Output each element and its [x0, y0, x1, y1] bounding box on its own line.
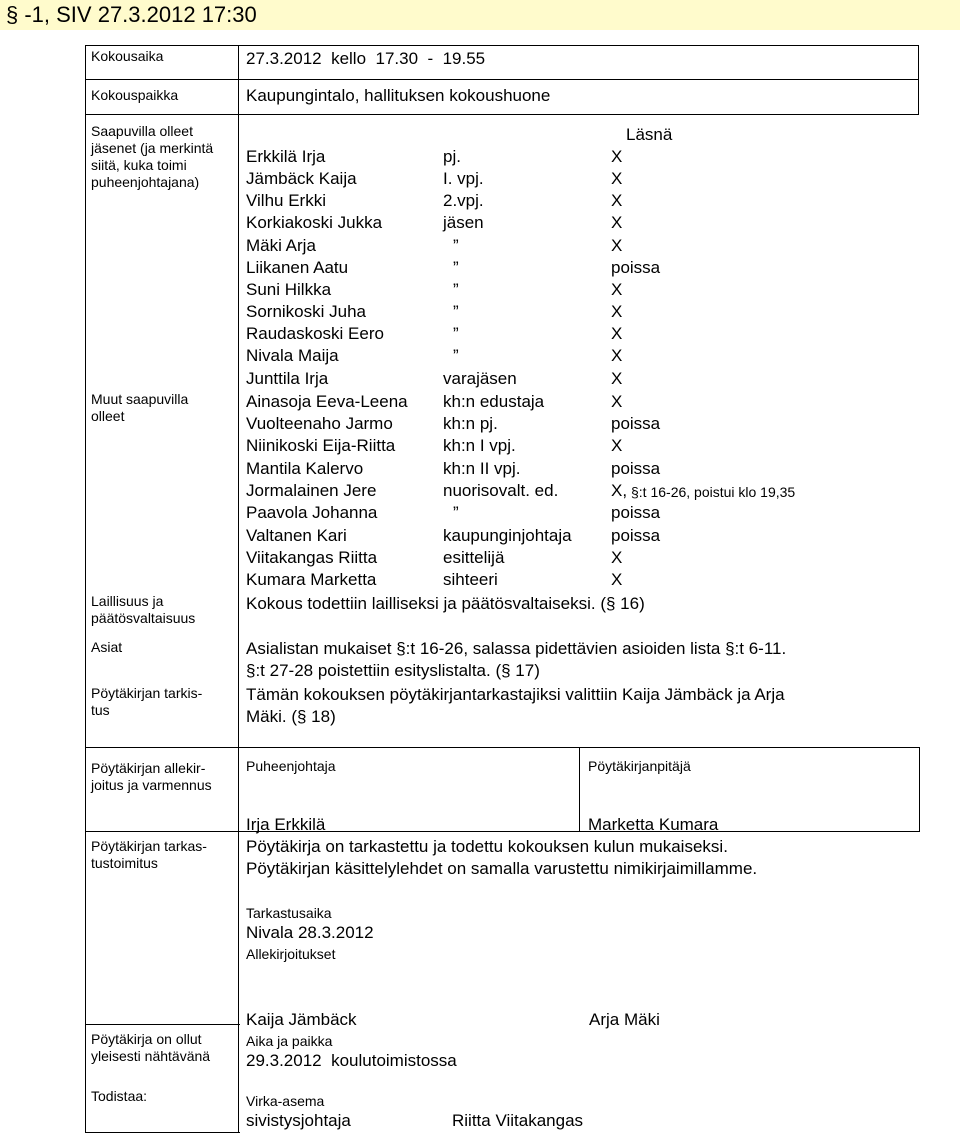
meeting-time: 27.3.2012 kello 17.30 - 19.55	[246, 49, 486, 68]
member-name: Vilhu Erkki	[246, 191, 326, 210]
virka-asema-value: sivistysjohtaja	[246, 1111, 351, 1130]
other-status: X	[611, 548, 623, 567]
member-role: ”	[453, 236, 459, 255]
other-note: §:t 16-26, poistui klo 19,35	[631, 484, 796, 500]
other-status: X	[611, 392, 623, 411]
member-role: pj.	[443, 147, 461, 166]
member-name: Jämbäck Kaija	[246, 169, 357, 188]
member-status: poissa	[611, 258, 661, 277]
tarkastus-line-2: Pöytäkirjan käsittelylehdet on samalla varustettu nimikirjaimillamme.	[246, 859, 758, 878]
row-divider	[85, 79, 919, 80]
other-status: X	[611, 436, 623, 455]
label-saapuvilla: Saapuvilla olleet jäsenet (ja merkintä siitä, kuka toimi puheenjohtajana)	[91, 123, 214, 190]
tarkastusaika-value: Nivala 28.3.2012	[246, 923, 374, 942]
member-status: X	[611, 191, 623, 210]
member-status: X	[611, 236, 623, 255]
member-status: X	[611, 302, 623, 321]
member-name: Erkkilä Irja	[246, 147, 326, 166]
member-role: I. vpj.	[443, 169, 484, 188]
member-name: Mäki Arja	[246, 236, 316, 255]
member-name: Suni Hilkka	[246, 280, 332, 299]
frame-left-border	[85, 45, 86, 1132]
other-role: nuorisovalt. ed.	[443, 481, 559, 500]
label-nahtavana: Pöytäkirja on ollut yleisesti nähtävänä	[91, 1031, 211, 1064]
secretary-name: Marketta Kumara	[588, 815, 719, 834]
member-role: 2.vpj.	[443, 191, 484, 210]
member-status: X	[611, 147, 623, 166]
secretary-label: Pöytäkirjanpitäjä	[588, 758, 691, 774]
tarkastaja-signature-1: Kaija Jämbäck	[246, 1010, 357, 1029]
chair-label: Puheenjohtaja	[246, 758, 336, 774]
label-tarkistus: Pöytäkirjan tarkis-tus	[91, 685, 203, 718]
other-status: poissa	[611, 503, 661, 522]
member-role: ”	[453, 280, 459, 299]
other-name: Jormalainen Jere	[246, 481, 377, 500]
other-role: kh:n I vpj.	[443, 436, 516, 455]
member-status: X	[611, 169, 623, 188]
other-role: kh:n pj.	[443, 414, 498, 433]
other-role: ”	[453, 503, 459, 522]
label-allekirjoitus: Pöytäkirjan allekir-joitus ja varmennus	[91, 760, 212, 793]
asiat-text-2: §:t 27-28 poistettiin esityslistalta. (§ 17)	[246, 661, 540, 680]
member-status: X	[611, 346, 623, 365]
other-role: sihteeri	[443, 570, 498, 589]
other-status: X	[611, 570, 623, 589]
member-role: varajäsen	[443, 369, 517, 388]
other-name: Valtanen Kari	[246, 526, 347, 545]
frame-right-border	[918, 45, 919, 115]
other-role: esittelijä	[443, 548, 505, 567]
row-divider	[85, 1024, 240, 1025]
row-divider	[85, 114, 919, 115]
member-role: ”	[453, 324, 459, 343]
other-name: Mantila Kalervo	[246, 459, 364, 478]
column-divider	[238, 45, 239, 1132]
page-title: § -1, SIV 27.3.2012 17:30	[6, 2, 257, 27]
tarkastus-line-1: Pöytäkirja on tarkastettu ja todettu kokouksen kulun mukaiseksi.	[246, 837, 728, 856]
other-role: kaupunginjohtaja	[443, 526, 572, 545]
other-name: Niinikoski Eija-Riitta	[246, 436, 396, 455]
member-name: Korkiakoski Jukka	[246, 213, 383, 232]
member-status: X	[611, 213, 623, 232]
member-role: ”	[453, 302, 459, 321]
page-header	[0, 0, 960, 30]
label-asiat: Asiat	[91, 639, 123, 655]
other-role: kh:n edustaja	[443, 392, 545, 411]
member-name: Junttila Irja	[246, 369, 329, 388]
label-todistaa: Todistaa:	[91, 1088, 148, 1104]
other-role: kh:n II vpj.	[443, 459, 521, 478]
other-name: Paavola Johanna	[246, 503, 378, 522]
other-name: Vuolteenaho Jarmo	[246, 414, 393, 433]
virka-asema-label: Virka-asema	[246, 1093, 325, 1109]
todistaja-name: Riitta Viitakangas	[452, 1111, 584, 1130]
signature-box-divider	[579, 747, 580, 832]
label-kokousaika: Kokousaika	[91, 48, 164, 64]
meeting-place: Kaupungintalo, hallituksen kokoushuone	[246, 86, 551, 105]
other-status: poissa	[611, 459, 661, 478]
row-divider	[85, 831, 240, 832]
member-status: X	[611, 324, 623, 343]
aika-paikka-label: Aika ja paikka	[246, 1033, 333, 1049]
other-name: Ainasoja Eeva-Leena	[246, 392, 408, 411]
allekirjoitukset-label: Allekirjoitukset	[246, 946, 336, 962]
member-status: X	[611, 369, 623, 388]
other-name: Viitakangas Riitta	[246, 548, 378, 567]
chair-name: Irja Erkkilä	[246, 815, 326, 834]
member-name: Liikanen Aatu	[246, 258, 349, 277]
other-status: poissa	[611, 414, 661, 433]
label-kokouspaikka: Kokouspaikka	[91, 87, 179, 103]
row-divider	[85, 45, 919, 46]
tarkistus-text-1: Tämän kokouksen pöytäkirjantarkastajiksi valittiin Kaija Jämbäck ja Arja	[246, 685, 785, 704]
other-status: X,	[611, 481, 628, 500]
label-muut-saapuvilla: Muut saapuvilla olleet	[91, 391, 189, 424]
member-role: jäsen	[443, 213, 484, 232]
aika-paikka-value: 29.3.2012 koulutoimistossa	[246, 1051, 457, 1070]
member-name: Sornikoski Juha	[246, 302, 367, 321]
member-name: Raudaskoski Eero	[246, 324, 384, 343]
label-laillisuus: Laillisuus ja päätösvaltaisuus	[91, 593, 196, 626]
attendance-header: Läsnä	[626, 125, 673, 144]
other-name: Kumara Marketta	[246, 570, 377, 589]
row-divider	[85, 747, 240, 748]
tarkastaja-signature-2: Arja Mäki	[589, 1010, 660, 1029]
asiat-text-1: Asialistan mukaiset §:t 16-26, salassa pidettävien asioiden lista §:t 6-11.	[246, 639, 787, 658]
other-status: poissa	[611, 526, 661, 545]
tarkistus-text-2: Mäki. (§ 18)	[246, 707, 336, 726]
member-role: ”	[453, 258, 459, 277]
tarkastusaika-label: Tarkastusaika	[246, 905, 332, 921]
member-role: ”	[453, 346, 459, 365]
label-tarkastustoimitus: Pöytäkirjan tarkas-tustoimitus	[91, 838, 207, 871]
signature-box-border	[919, 747, 920, 832]
member-status: X	[611, 280, 623, 299]
laillisuus-text: Kokous todettiin lailliseksi ja päätösvaltaiseksi. (§ 16)	[246, 594, 645, 613]
member-name: Nivala Maija	[246, 346, 339, 365]
